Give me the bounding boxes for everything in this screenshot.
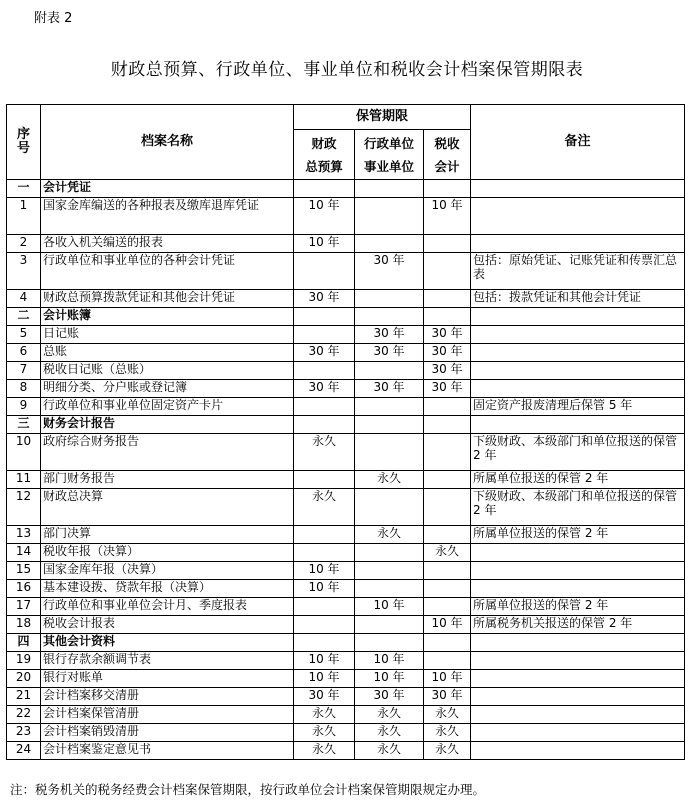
cell-remark (471, 380, 685, 398)
header-period: 保管期限 (294, 105, 471, 130)
table-row (7, 362, 685, 380)
cell-tax (424, 471, 471, 489)
cell-admin (355, 198, 424, 235)
cell-name: 部门财务报告 (41, 471, 294, 489)
cell-name: 行政单位和事业单位会计月、季度报表 (41, 598, 294, 616)
cell-admin: 永久 (355, 724, 424, 742)
cell-admin (355, 362, 424, 380)
table-row (7, 471, 685, 489)
cell-admin: 10 年 (355, 598, 424, 616)
cell-name: 税收会计报表 (41, 616, 294, 634)
cell-fiscal: 10 年 (294, 652, 355, 670)
cell-name: 国家金库编送的各种报表及缴库退库凭证 (41, 198, 294, 235)
cell-tax (424, 634, 471, 652)
cell-admin: 永久 (355, 742, 424, 760)
table-row (7, 580, 685, 598)
cell-remark (471, 670, 685, 688)
cell-admin: 30 年 (355, 688, 424, 706)
cell-remark (471, 742, 685, 760)
cell-seq: 1 (7, 198, 41, 235)
cell-seq: 20 (7, 670, 41, 688)
cell-fiscal: 30 年 (294, 344, 355, 362)
cell-name: 银行对账单 (41, 670, 294, 688)
cell-remark (471, 652, 685, 670)
cell-fiscal (294, 526, 355, 544)
cell-remark: 所属单位报送的保管 2 年 (471, 471, 685, 489)
cell-admin (355, 489, 424, 526)
cell-fiscal (294, 326, 355, 344)
cell-admin (355, 235, 424, 253)
table-row (7, 544, 685, 562)
cell-fiscal: 永久 (294, 724, 355, 742)
cell-tax (424, 235, 471, 253)
cell-admin: 永久 (355, 471, 424, 489)
cell-name: 会计档案鉴定意见书 (41, 742, 294, 760)
cell-fiscal: 30 年 (294, 290, 355, 308)
cell-tax (424, 290, 471, 308)
table-row (7, 742, 685, 760)
cell-seq: 15 (7, 562, 41, 580)
header-tax: 税收 会计 (424, 130, 471, 180)
header-admin: 行政单位 事业单位 (355, 130, 424, 180)
cell-fiscal: 10 年 (294, 580, 355, 598)
cell-fiscal: 永久 (294, 434, 355, 471)
cell-tax (424, 434, 471, 471)
cell-remark (471, 706, 685, 724)
cell-name: 政府综合财务报告 (41, 434, 294, 471)
cell-seq: 8 (7, 380, 41, 398)
cell-seq: 6 (7, 344, 41, 362)
cell-seq: 24 (7, 742, 41, 760)
cell-seq: 14 (7, 544, 41, 562)
cell-admin: 10 年 (355, 652, 424, 670)
cell-admin: 30 年 (355, 253, 424, 290)
cell-tax: 10 年 (424, 198, 471, 235)
cell-fiscal: 10 年 (294, 198, 355, 235)
cell-remark: 所属单位报送的保管 2 年 (471, 526, 685, 544)
cell-fiscal (294, 398, 355, 416)
cell-seq: 13 (7, 526, 41, 544)
cell-tax (424, 580, 471, 598)
cell-tax (424, 253, 471, 290)
cell-seq: 4 (7, 290, 41, 308)
cell-fiscal (294, 544, 355, 562)
cell-admin (355, 580, 424, 598)
cell-admin: 10 年 (355, 670, 424, 688)
cell-seq: 一 (7, 180, 41, 198)
cell-remark (471, 326, 685, 344)
cell-seq: 21 (7, 688, 41, 706)
cell-fiscal (294, 253, 355, 290)
cell-seq: 16 (7, 580, 41, 598)
cell-remark (471, 724, 685, 742)
section-row (7, 308, 685, 326)
cell-seq: 22 (7, 706, 41, 724)
cell-seq: 10 (7, 434, 41, 471)
table-row (7, 562, 685, 580)
cell-name: 财政总决算 (41, 489, 294, 526)
section-row (7, 634, 685, 652)
table-row (7, 380, 685, 398)
cell-tax: 30 年 (424, 326, 471, 344)
cell-remark (471, 362, 685, 380)
table-row (7, 198, 685, 235)
cell-name: 部门决算 (41, 526, 294, 544)
cell-seq: 三 (7, 416, 41, 434)
cell-tax: 30 年 (424, 688, 471, 706)
cell-remark (471, 308, 685, 326)
cell-remark (471, 344, 685, 362)
page-title: 财政总预算、行政单位、事业单位和税收会计档案保管期限表 (110, 60, 584, 80)
cell-admin (355, 398, 424, 416)
table-row (7, 670, 685, 688)
cell-tax (424, 489, 471, 526)
cell-seq: 7 (7, 362, 41, 380)
header-seq: 序 号 (7, 105, 41, 180)
cell-tax (424, 652, 471, 670)
cell-admin: 永久 (355, 706, 424, 724)
cell-admin (355, 434, 424, 471)
table-row (7, 253, 685, 290)
cell-admin: 30 年 (355, 326, 424, 344)
cell-name: 总账 (41, 344, 294, 362)
header-name: 档案名称 (41, 105, 294, 180)
cell-seq: 11 (7, 471, 41, 489)
cell-name: 其他会计资料 (41, 634, 294, 652)
cell-name: 会计账簿 (41, 308, 294, 326)
table-row (7, 652, 685, 670)
table-row (7, 235, 685, 253)
cell-fiscal: 10 年 (294, 235, 355, 253)
cell-tax: 永久 (424, 724, 471, 742)
cell-name: 日记账 (41, 326, 294, 344)
cell-name: 税收日记账（总账） (41, 362, 294, 380)
cell-seq: 四 (7, 634, 41, 652)
cell-tax: 30 年 (424, 380, 471, 398)
cell-tax (424, 562, 471, 580)
cell-name: 基本建设拨、贷款年报（决算） (41, 580, 294, 598)
cell-remark (471, 198, 685, 235)
cell-name: 明细分类、分户账或登记簿 (41, 380, 294, 398)
cell-seq: 23 (7, 724, 41, 742)
cell-name: 财政总预算拨款凭证和其他会计凭证 (41, 290, 294, 308)
cell-remark: 下级财政、本级部门和单位报送的保管 2 年 (471, 434, 685, 471)
appendix-label: 附表 2 (34, 11, 73, 26)
cell-name: 会计档案销毁清册 (41, 724, 294, 742)
table-row (7, 326, 685, 344)
cell-fiscal (294, 598, 355, 616)
cell-seq: 19 (7, 652, 41, 670)
cell-seq: 3 (7, 253, 41, 290)
cell-name: 会计凭证 (41, 180, 294, 198)
table-row (7, 398, 685, 416)
cell-fiscal: 永久 (294, 489, 355, 526)
retention-table (6, 104, 685, 760)
cell-name: 行政单位和事业单位的各种会计凭证 (41, 253, 294, 290)
cell-seq: 二 (7, 308, 41, 326)
footnote: 注：税务机关的税务经费会计档案保管期限，按行政单位会计档案保管期限规定办理。 (10, 782, 486, 797)
cell-tax (424, 398, 471, 416)
cell-fiscal (294, 471, 355, 489)
cell-name: 会计档案移交清册 (41, 688, 294, 706)
cell-tax (424, 416, 471, 434)
cell-remark: 所属单位报送的保管 2 年 (471, 598, 685, 616)
cell-fiscal (294, 180, 355, 198)
table-row (7, 616, 685, 634)
table-row (7, 434, 685, 471)
section-row (7, 416, 685, 434)
header-fiscal: 财政 总预算 (294, 130, 355, 180)
cell-fiscal: 10 年 (294, 670, 355, 688)
cell-name: 各收入机关编送的报表 (41, 235, 294, 253)
cell-remark (471, 634, 685, 652)
table-row (7, 526, 685, 544)
cell-name: 财务会计报告 (41, 416, 294, 434)
cell-fiscal (294, 308, 355, 326)
table-row (7, 724, 685, 742)
cell-admin (355, 180, 424, 198)
cell-fiscal: 30 年 (294, 688, 355, 706)
cell-fiscal (294, 362, 355, 380)
cell-seq: 18 (7, 616, 41, 634)
cell-fiscal: 永久 (294, 706, 355, 724)
table-row (7, 706, 685, 724)
cell-admin: 30 年 (355, 380, 424, 398)
cell-admin (355, 290, 424, 308)
cell-admin (355, 616, 424, 634)
cell-tax: 永久 (424, 544, 471, 562)
cell-name: 税收年报（决算） (41, 544, 294, 562)
table-row (7, 290, 685, 308)
cell-tax (424, 526, 471, 544)
cell-admin: 30 年 (355, 344, 424, 362)
cell-remark: 包括：拨款凭证和其他会计凭证 (471, 290, 685, 308)
table-body (7, 180, 685, 760)
cell-seq: 2 (7, 235, 41, 253)
cell-fiscal: 10 年 (294, 562, 355, 580)
cell-tax (424, 180, 471, 198)
cell-fiscal (294, 634, 355, 652)
cell-seq: 12 (7, 489, 41, 526)
cell-tax: 永久 (424, 742, 471, 760)
cell-admin (355, 562, 424, 580)
cell-remark (471, 544, 685, 562)
cell-seq: 17 (7, 598, 41, 616)
cell-name: 行政单位和事业单位固定资产卡片 (41, 398, 294, 416)
cell-tax: 30 年 (424, 362, 471, 380)
cell-remark: 所属税务机关报送的保管 2 年 (471, 616, 685, 634)
cell-remark (471, 180, 685, 198)
cell-tax (424, 308, 471, 326)
cell-tax: 10 年 (424, 616, 471, 634)
cell-tax: 10 年 (424, 670, 471, 688)
cell-name: 国家金库年报（决算） (41, 562, 294, 580)
cell-remark (471, 235, 685, 253)
header-remarks: 备注 (471, 105, 685, 180)
cell-remark: 包括：原始凭证、记账凭证和传票汇总表 (471, 253, 685, 290)
cell-admin (355, 544, 424, 562)
table-row (7, 489, 685, 526)
table-row (7, 344, 685, 362)
table-row (7, 598, 685, 616)
cell-fiscal: 30 年 (294, 380, 355, 398)
cell-remark (471, 562, 685, 580)
cell-seq: 9 (7, 398, 41, 416)
cell-admin (355, 416, 424, 434)
cell-admin (355, 634, 424, 652)
table-row (7, 688, 685, 706)
cell-tax: 永久 (424, 706, 471, 724)
cell-tax (424, 598, 471, 616)
cell-remark (471, 416, 685, 434)
cell-admin (355, 308, 424, 326)
cell-seq: 5 (7, 326, 41, 344)
cell-admin: 永久 (355, 526, 424, 544)
cell-fiscal (294, 416, 355, 434)
cell-remark: 固定资产报废清理后保管 5 年 (471, 398, 685, 416)
cell-name: 银行存款余额调节表 (41, 652, 294, 670)
section-row (7, 180, 685, 198)
cell-tax: 30 年 (424, 344, 471, 362)
cell-fiscal (294, 616, 355, 634)
cell-remark (471, 580, 685, 598)
cell-remark: 下级财政、本级部门和单位报送的保管 2 年 (471, 489, 685, 526)
cell-name: 会计档案保管清册 (41, 706, 294, 724)
cell-remark (471, 688, 685, 706)
cell-fiscal: 永久 (294, 742, 355, 760)
